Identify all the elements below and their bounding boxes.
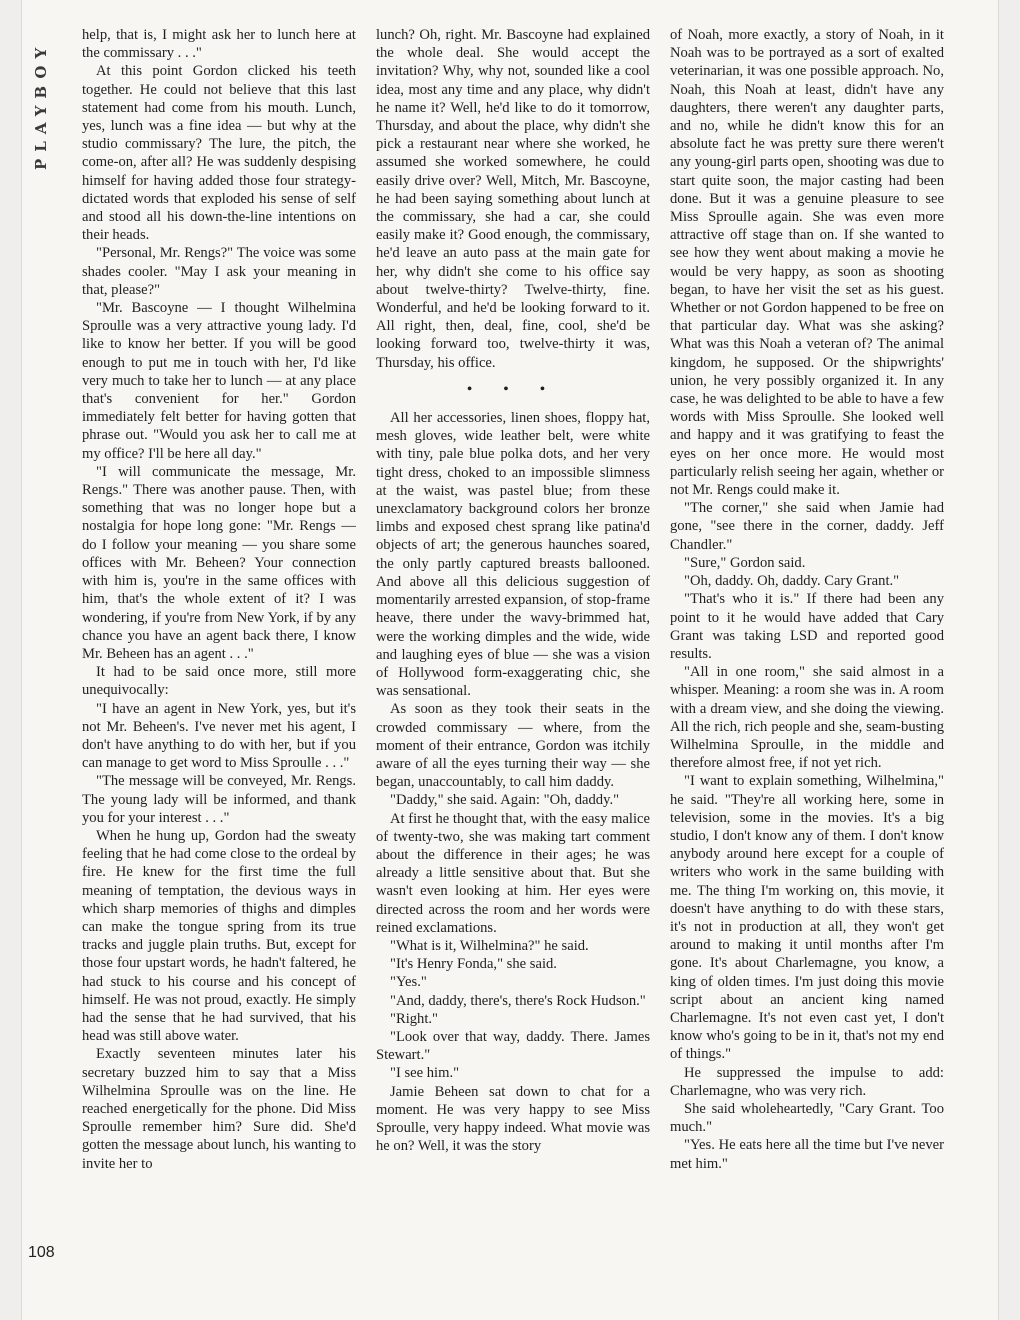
paragraph: "Mr. Bascoyne — I thought Wilhelmina Sproulle was a very attractive young lady. I'd like to know her better. If you will be good enough to put me in touch with her, I'd like very much to take her to lunch — at any place that's convenient for her." Gordon immediately felt better for having gotten that phrase out. "Would you ask her to call me at my office? I'll be here all day." xyxy=(82,300,356,462)
paragraph: "What is it, Wilhelmina?" he said. xyxy=(390,937,589,954)
paragraph: "Sure," Gordon said. xyxy=(684,554,806,571)
paragraph: Jamie Beheen sat down to chat for a moment. He was very happy to see Miss Sproulle, very happy indeed. What movie was he on? Well, it was the story xyxy=(376,1083,650,1155)
paragraph: "Right." xyxy=(390,1010,438,1027)
paragraph: "I have an agent in New York, yes, but it's not Mr. Beheen's. I've never met his agent, I don't have anything to do with her, but if you can manage to get word to Miss Sproulle . . ." xyxy=(82,700,356,772)
paragraph: "I will communicate the message, Mr. Rengs." There was another pause. Then, with something that was no longer hope but a nostalgia for hope long gone: "Mr. Rengs — do I follow your meaning — you share some offices with Mr. Beheen? Your connection with him is, you're in the same offices with him, that's the whole extent of it? I was wondering, if you're from New York, if by any chance you have an agent back there, I know Mr. Beheen has an agent . . ." xyxy=(82,463,356,662)
paragraph: As soon as they took their seats in the crowded commissary — where, from the moment of their entrance, Gordon was itchily aware of all the eyes turning their way — she began, unaccountably, to call him daddy. xyxy=(376,701,650,791)
paragraph: "Oh, daddy. Oh, daddy. Cary Grant." xyxy=(684,573,900,590)
magazine-page xyxy=(22,0,998,1320)
paragraph: "The corner," she said when Jamie had gone, "see there in the corner, daddy. Jeff Chandler." xyxy=(670,500,944,553)
paragraph: "The message will be conveyed, Mr. Rengs. The young lady will be informed, and thank you for your interest . . ." xyxy=(82,773,356,826)
text-column-3 xyxy=(670,26,944,1266)
paragraph: She said wholeheartedly, "Cary Grant. Too much." xyxy=(670,1100,944,1136)
text-column-2 xyxy=(376,26,650,1266)
paragraph: "And, daddy, there's, there's Rock Hudson." xyxy=(390,992,646,1009)
paragraph: "Personal, Mr. Rengs?" The voice was some shades cooler. "May I ask your meaning in that, please?" xyxy=(82,245,356,298)
paragraph: of Noah, more exactly, a story of Noah, in it Noah was to be portrayed as a sort of exalted veterinarian, it was one possible approach. No, Noah, this Noah at least, didn't have any daughters, there weren't any daughter parts, and no, while he didn't know this for an absolute fact he was pretty sure there weren't any young-girl parts open, shooting was due to start quite soon, the major casting had been done. But it was a genuine pleasure to see Miss Sproulle again. She was even more attractive off stage than on. If she wanted to see how they went about making a movie he would be very happy, as soon as shooting began, to have her visit the set as his guest. Whether or not Gordon happened to be free on that particular day. What was she asking? What was this Noah a veteran of? The animal kingdom, he supposed. Or the shipwrights' union, he very possibly organized it. In any case, he was delighted to be able to have a few words with Miss Sproulle. She looked well and happy and it was gratifying to feast the eyes on her once more. He would most particularly relish seeing her again, whether or not Mr. Rengs could make it. xyxy=(670,27,944,499)
page-number: 108 xyxy=(28,1244,55,1261)
paragraph: He suppressed the impulse to add: Charlemagne, who was very rich. xyxy=(670,1064,944,1099)
paragraph: When he hung up, Gordon had the sweaty feeling that he had come close to the ordeal by fire. He knew for the first time the full meaning of temptation, the devious ways in which sharp memories of thighs and dimples can make the tongue spring from its true tracks and juggle plain truths. But, except for those four upstart words, he hadn't faltered, he had stuck to his course and his concept of himself. He was not proud, exactly. He simply had the sense that he had survived, that his head was still above water. xyxy=(82,827,356,1045)
paragraph: "I see him." xyxy=(390,1065,460,1082)
paragraph: At this point Gordon clicked his teeth together. He could not believe that this last statement had come from his mouth. Lunch, yes, lunch was a fine idea — but why at the studio commissary? The lure, the pitch, the come-on, after all? He was suddenly despising himself for having added those four strategy-dictated words that exploded his sense of self and stood all his down-the-line intentions on their heads. xyxy=(82,63,356,244)
paragraph: It had to be said once more, still more unequivocally: xyxy=(82,664,356,699)
paragraph: All her accessories, linen shoes, floppy hat, mesh gloves, wide leather belt, were white with tiny, pale blue polka dots, and her very tight dress, choked to an impossible slimness at the waist, was pastel blue; from these unexclamatory background colors her bronze limbs and exposed chest sprang like patina'd objects of art; the generous haunches soared, the only partly captured breasts ballooned. And above all this delicious suggestion of momentarily arrested expansion, of stop-frame heave, there under the wavy-brimmed hat, were the working dimples and the wide, wide and laughing eyes of blue — she was a vision of Hollywood form-exaggerating chic, she was sensational. xyxy=(376,410,650,700)
paragraph: "I want to explain something, Wilhelmina," he said. "They're all working here, some in television, some in the movies. It's a big studio, I don't know any of them. I don't know anybody around here except for a couple of writers who work in the same building with me. The thing I'm working on, this movie, it doesn't have anything to do with these stars, it's not in production at all, they won't get around to making it until months after I'm gone. It's about Charlemagne, you know, a king of olden times. I'm just doing this movie script about an ancient king named Charlemagne. It's not even cast yet, I don't know who's going to be in it, that's not my end of things." xyxy=(670,773,944,1063)
paragraph: "Yes." xyxy=(390,974,427,991)
paragraph: "All in one room," she said almost in a whisper. Meaning: a room she was in. A room with a dream view, and she doing the viewing. All the rich, rich people and she, seam-busting Wilhelmina Sproulle, in the middle and therefore almost free, if not yet rich. xyxy=(670,664,944,772)
paragraph: help, that is, I might ask her to lunch here at the commissary . . ." xyxy=(82,27,356,62)
paragraph: "Look over that way, daddy. There. James Stewart." xyxy=(376,1028,650,1064)
paragraph: "Daddy," she said. Again: "Oh, daddy." xyxy=(390,792,620,809)
paragraph: "That's who it is." If there had been any point to it he would have added that Cary Grant was taking LSD and reported good results. xyxy=(670,591,944,662)
section-break: • • • xyxy=(467,381,559,397)
paragraph: "It's Henry Fonda," she said. xyxy=(390,956,557,973)
paragraph: At first he thought that, with the easy malice of twenty-two, she was making tart comment about the difference in their ages; he was already a little sensitive about that. But she wasn't even looking at him. Her eyes were directed across the room and her words were reined exclamations. xyxy=(376,810,650,936)
paragraph: lunch? Oh, right. Mr. Bascoyne had explained the whole deal. She would accept the invitation? Why, why not, sounded like a cool idea, most any time and any place, why didn't he name it? Well, he'd like to do it tomorrow, Thursday, and about the place, why didn't she pick a restaurant near where she worked, he assumed she worked somewhere, he could easily drive over? Well, Mitch, Mr. Bascoyne, he had been saying something about lunch at the commissary, she had a car, she could easily make it? Good enough, the commissary, he'd leave an auto pass at the main gate for her, why didn't she come to his office say about twelve-thirty? Twelve-thirty, fine. Wonderful, and he'd be looking forward to it. All right, then, deal, fine, cool, she'd be looking forward too, twelve-thirty it was, Thursday, his office. xyxy=(376,27,650,371)
paragraph: "Yes. He eats here all the time but I've never met him." xyxy=(670,1137,944,1172)
magazine-name: PLAYBOY xyxy=(32,40,50,170)
paragraph: Exactly seventeen minutes later his secretary buzzed him to say that a Miss Wilhelmina Sproulle was on the line. He reached energetically for the phone. Did Miss Sproulle remember him? Sure did. She'd gotten the message about lunch, his wanting to invite her to xyxy=(82,1046,356,1172)
text-column-1 xyxy=(82,26,356,1266)
